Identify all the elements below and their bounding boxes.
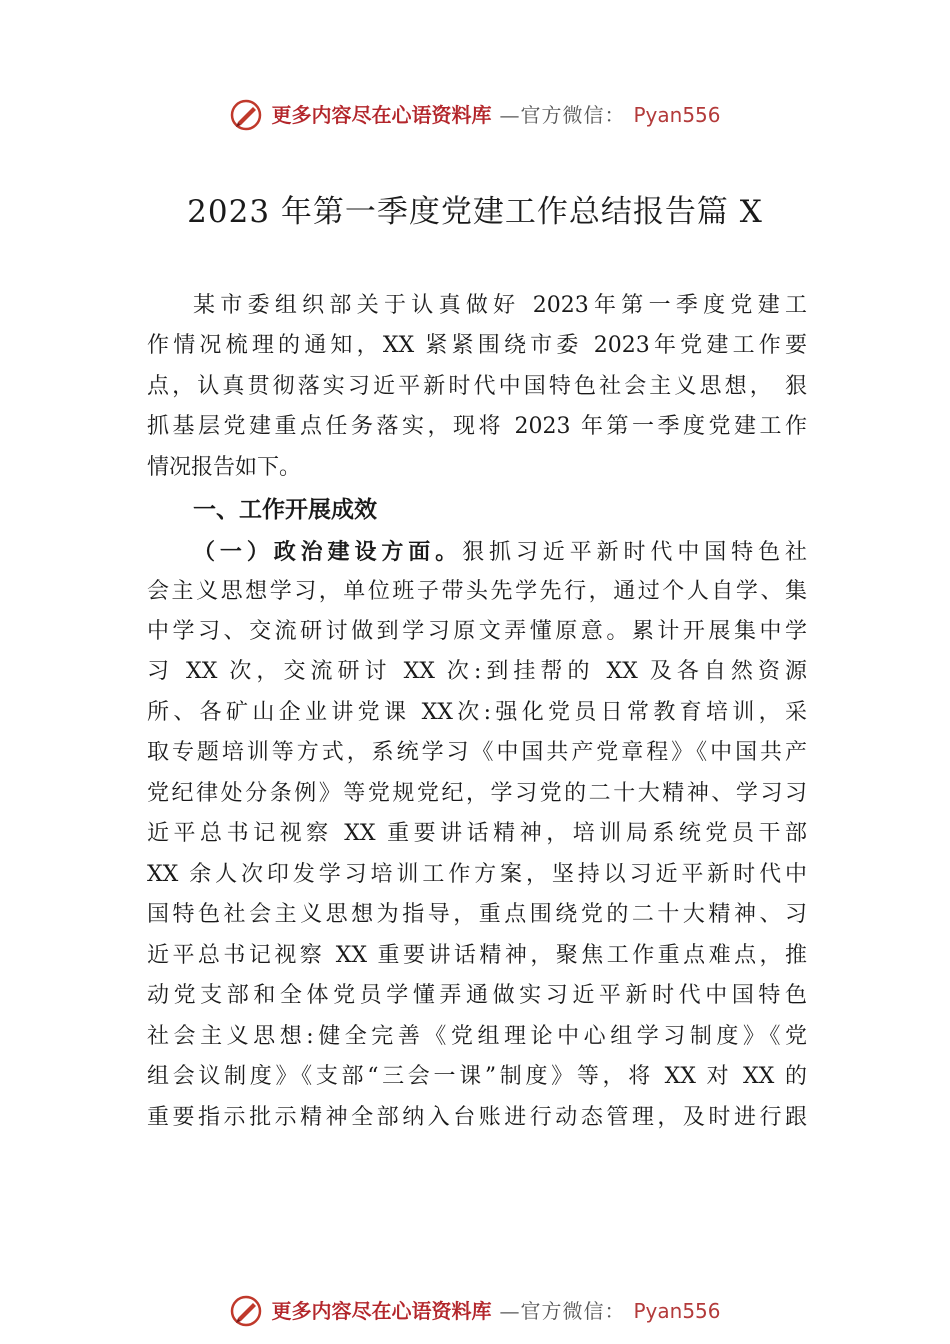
body-line: XX 余人次印发学习培训工作方案，坚持以习近平新时代中: [147, 862, 807, 887]
watermark-wechat-id: Pyan556: [633, 1299, 721, 1323]
pen-logo-icon: [229, 1294, 263, 1328]
section-heading: 一、工作开展成效: [193, 497, 377, 523]
intro-line: 情况报告如下。: [147, 455, 302, 480]
subsection-first-line: [147, 536, 807, 569]
subsection-text: 狠抓习近平新时代中国特色社: [462, 540, 807, 565]
body-line: 近平总书记视察 XX 重要讲话精神，培训局系统党员干部: [147, 821, 807, 846]
body-line: 会主义思想学习，单位班子带头先学先行，通过个人自学、集: [147, 579, 807, 604]
watermark-wechat-id: Pyan556: [633, 103, 721, 127]
watermark-header: [0, 98, 950, 132]
body-line: 党纪律处分条例》等党规党纪，学习党的二十大精神、学习习: [147, 781, 807, 806]
subsection-heading: （一）政治建设方面。: [193, 539, 463, 565]
intro-line: 作情况梳理的通知，XX 紧紧围绕市委 2023年党建工作要: [147, 333, 807, 358]
body-line: 社会主义思想:健全完善《党组理论中心组学习制度》《党: [147, 1024, 807, 1049]
watermark-site-name: 更多内容尽在心语资料库: [271, 1299, 492, 1323]
watermark-footer: [0, 1294, 950, 1328]
watermark-site-name: 更多内容尽在心语资料库: [271, 103, 492, 127]
body-line: 近平总书记视察 XX 重要讲话精神，聚焦工作重点难点，推: [147, 943, 807, 968]
intro-line: 点，认真贯彻落实习近平新时代中国特色社会主义思想， 狠: [147, 374, 807, 399]
body-line: 国特色社会主义思想为指导，重点围绕党的二十大精神、习: [147, 902, 807, 927]
intro-line: 某市委组织部关于认真做好 2023年第一季度党建工: [193, 293, 807, 318]
body-line: 中学习、交流研讨做到学习原文弄懂原意。累计开展集中学: [147, 619, 807, 644]
watermark-wechat-label: —官方微信：: [499, 103, 626, 127]
pen-logo-icon: [229, 98, 263, 132]
body-line: 重要指示批示精神全部纳入台账进行动态管理，及时进行跟: [147, 1105, 807, 1130]
body-line: 动党支部和全体党员学懂弄通做实习近平新时代中国特色: [147, 983, 807, 1008]
document-title: 2023 年第一季度党建工作总结报告篇 X: [187, 194, 763, 230]
body-line: 组会议制度》《支部“三会一课”制度》等，将 XX 对 XX 的: [147, 1064, 807, 1089]
watermark-wechat-label: —官方微信：: [499, 1299, 626, 1323]
intro-line: 抓基层党建重点任务落实，现将 2023 年第一季度党建工作: [147, 414, 807, 439]
body-line: 习 XX 次，交流研讨 XX 次:到挂帮的 XX 及各自然资源: [147, 659, 807, 684]
body-line: 取专题培训等方式，系统学习《中国共产党章程》《中国共产: [147, 740, 807, 765]
body-line: 所、各矿山企业讲党课 XX次:强化党员日常教育培训，采: [147, 700, 807, 725]
